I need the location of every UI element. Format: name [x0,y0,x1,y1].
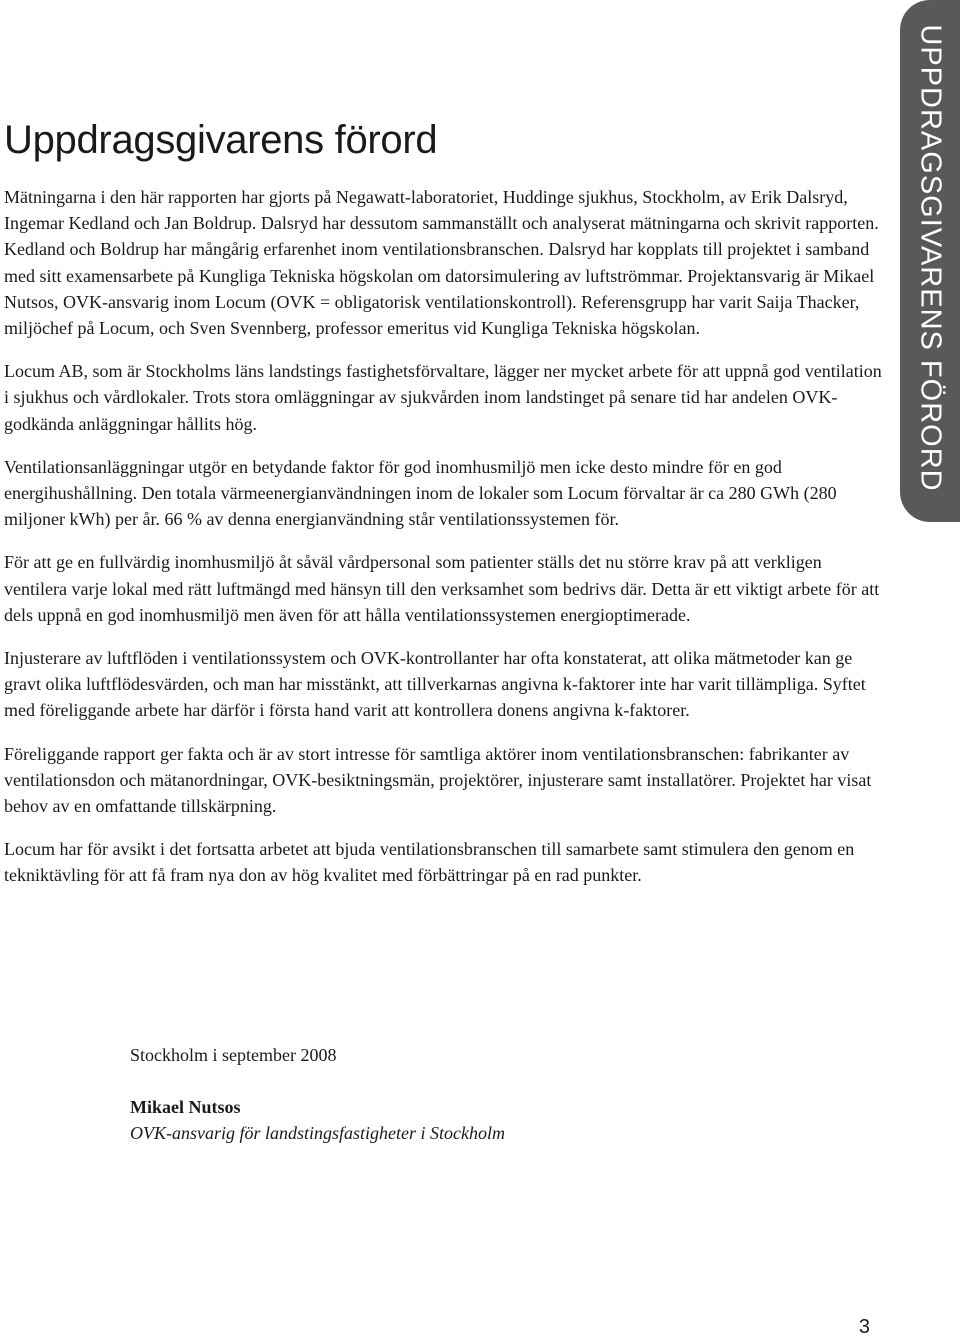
page-title: Uppdragsgivarens förord [4,118,438,162]
page-number: 3 [858,1316,870,1338]
section-side-tab-label: UPPDRAGSGIVARENS FÖRORD [914,24,947,492]
paragraph-6: Föreliggande rapport ger fakta och är av stort intresse för samtliga aktörer inom ventilationsbranschen: fabrikanter av ventilationsdon och mätanordningar, OVK-besiktningsmän, projektörer, injusterare samt installatörer. Projektet har visat behov av en omfattande tillskärpning. [4,743,872,817]
paragraph-5: Injusterare av luftflöden i ventilationssystem och OVK-kontrollanter har ofta konstaterat, att olika mätmetoder kan ge gravt olika luftflödesvärden, och man har misstänkt, att tillverkarnas angivna k-faktorer inte har varit tillämpliga. Syftet med föreliggande arbete har därför i första hand varit att kontrollera donens angivna k-faktorer. [4,648,866,721]
signature-place-date: Stockholm i september 2008 [130,1045,337,1065]
signature-block [130,1042,505,1146]
paragraph-3: Ventilationsanläggningar utgör en betydande faktor för god inomhusmiljö men icke desto mindre för en god energihushållning. Den totala värmeenergianvändningen inom de lokaler som Locum förvaltar är ca 280 GWh (280 miljoner kWh) per år. 66 % av denna energianvändning står ventilationssystemen för. [4,456,837,530]
paragraph-2: Locum AB, som är Stockholms läns landstings fastighetsförvaltare, lägger ner mycket arbete för att uppnå god ventilation i sjukhus och vårdlokaler. Trots stora omläggningar av sjukvården inom landstinget på senare tid har andelen OVK-godkända anläggningar hållits hög. [4,361,882,434]
paragraph-7: Locum har för avsikt i det fortsatta arbetet att bjuda ventilationsbranschen till samarbete samt stimulera den genom en tekniktävling för att få fram nya don av hög kvalitet med förbättringar på en rad punkter. [4,839,855,886]
signature-name: Mikael Nutsos [130,1097,241,1117]
body-text [4,184,884,906]
paragraph-1: Mätningarna i den här rapporten har gjorts på Negawatt-laboratoriet, Huddinge sjukhus, Stockholm, av Erik Dalsryd, Ingemar Kedland och Jan Boldrup. Dalsryd har dessutom sammanställt och analyserat mätningarna och skrivit rapporten. Kedland och Boldrup har mångårig erfarenhet inom ventilationsbranschen. Dalsryd har kopplats till projektet i samband med sitt examensarbete på Kungliga Tekniska högskolan om datorsimulering av luftströmmar. Projektansvarig är Mikael Nutsos, OVK-ansvarig inom Locum (OVK = obligatorisk ventilationskontroll). Referensgrupp har varit Saija Thacker, miljöchef på Locum, och Sven Svennberg, professor emeritus vid Kungliga Tekniska högskolan. [4,187,879,339]
paragraph-4: För att ge en fullvärdig inomhusmiljö åt såväl vårdpersonal som patienter ställs det nu större krav på att verkligen ventilera varje lokal med rätt luftmängd med hänsyn till den verksamhet som bedrivs där. Detta är ett viktigt arbete för att dels uppnå en god inomhusmiljö men även för att hålla ventilationssystemen energioptimerade. [4,552,880,625]
signature-role: OVK-ansvarig för landstingsfastigheter i Stockholm [130,1123,505,1143]
section-side-tab [900,0,960,522]
